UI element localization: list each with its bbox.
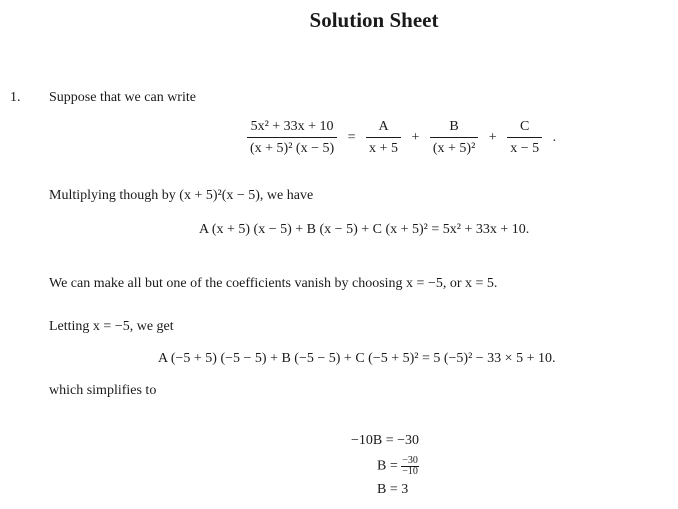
lhs-denominator: (x + 5)² (x − 5) [250,141,335,156]
multiply-text: Multiplying though by (x + 5)²(x − 5), we have [49,188,314,203]
term-a-numerator: A [366,119,401,138]
term-b-denominator: (x + 5)² [432,141,476,156]
simplify-text: which simplifies to [49,383,157,398]
term-c-fraction [507,119,542,157]
letting-text: Letting x = −5, we get [49,319,174,334]
step-2 [377,456,419,477]
step-2-lhs: B = [377,458,398,474]
lhs-fraction [247,119,337,157]
substituted-equation: A (−5 + 5) (−5 − 5) + B (−5 − 5) + C (−5 + 5)² = 5 (−5)² − 33 × 5 + 10. [158,351,556,366]
term-b-fraction [430,119,478,157]
step-3: B = 3 [377,482,409,497]
lhs-numerator: 5x² + 33x + 10 [247,119,337,138]
period: . [552,130,557,145]
term-b-numerator: B [430,119,478,138]
step-1: −10B = −30 [351,433,420,448]
term-a-fraction [366,119,401,157]
term-a-denominator: x + 5 [369,141,398,156]
plus-sign: + [411,130,420,145]
step-2-denominator: −10 [402,466,418,477]
term-c-denominator: x − 5 [510,141,540,156]
plus-sign: + [488,130,497,145]
term-c-numerator: C [507,119,542,138]
identity-equation: A (x + 5) (x − 5) + B (x − 5) + C (x + 5)² = 5x² + 33x + 10. [199,222,530,237]
problem-number: 1. [10,90,21,105]
equals-sign: = [347,130,356,145]
partial-fraction-equation [244,119,560,157]
vanish-text: We can make all but one of the coefficients vanish by choosing x = −5, or x = 5. [49,276,498,291]
step-2-numerator: −30 [402,455,418,466]
step-2-fraction [401,456,419,477]
page-title: Solution Sheet [309,8,439,32]
intro-text: Suppose that we can write [49,90,196,105]
